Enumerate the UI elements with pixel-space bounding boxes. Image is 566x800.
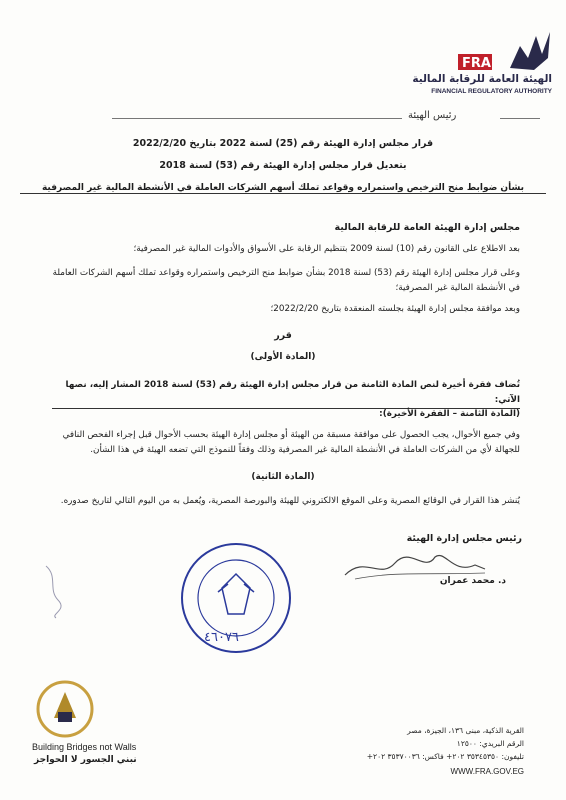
board-heading: مجلس إدارة الهيئة العامة للرقابة المالية	[334, 222, 520, 233]
footer-phone: تليفون: ٣٥٣٤٥٣٥٠ ٢٠٢+ فاكس: ٣٥٣٧٠٠٣٦ ٢٠٢+	[366, 752, 524, 761]
footer-postal: الرقم البريدي: ١٢٥٠٠	[456, 739, 524, 748]
stamp-number: ٤٦٠٧٦	[204, 630, 239, 645]
slogan-english: Building Bridges not Walls	[32, 742, 137, 752]
article-two-heading: (المادة الثانية)	[251, 472, 315, 482]
decided-heading: قرر	[274, 330, 292, 341]
footer-website[interactable]: WWW.FRA.GOV.EG	[450, 767, 524, 776]
paragraph-publication: يُنشر هذا القرار في الوقائع المصرية وعلى الموقع الالكتروني للهيئة والبورصة المصرية، ويُعمل به من اليوم التالي لتاريخ صدوره.	[60, 496, 520, 506]
article-one-heading: (المادة الأولى)	[250, 352, 316, 362]
signatory-title: رئيس مجلس إدارة الهيئة	[406, 533, 522, 544]
paragraph-approval: وبعد موافقة مجلس إدارة الهيئة بجلسته المنعقدة بتاريخ 2022/2/20؛	[270, 304, 520, 314]
header-rule	[500, 118, 540, 119]
signatory-name: د. محمد عمران	[439, 576, 506, 586]
fra-logo	[402, 28, 552, 98]
office-label: رئيس الهيئة	[408, 110, 457, 121]
paragraph-law: بعد الاطلاع على القانون رقم (10) لسنة 2009 بتنظيم الرقابة على الأسواق والأدوات المالية غير المصرفية؛	[133, 244, 520, 254]
handwritten-mark	[42, 560, 64, 620]
paragraph-prior-decision: وعلى قرار مجلس إدارة الهيئة رقم (53) لسنة 2018 بشأن ضوابط منح الترخيص واستمراره وقواعد تملك أسهم الشركات العاملة في الأنشطة المالية غير المصرفية؛	[52, 268, 520, 293]
subject-title: بشأن ضوابط منح الترخيص واستمراره وقواعد تملك أسهم الشركات العاملة في الأنشطة المالية غير المصرفية	[20, 183, 546, 194]
decision-title: قرار مجلس إدارة الهيئة رقم (25) لسنة 2022 بتاريخ 2022/2/20	[132, 138, 434, 149]
authority-name-en: FINANCIAL REGULATORY AUTHORITY	[431, 88, 552, 95]
header-rule	[112, 118, 402, 119]
footer-address: القرية الذكية، مبنى ١٣٦، الجيزة، مصر	[407, 726, 524, 735]
article-eight-heading: (المادة الثامنة – الفقرة الأخيرة):	[379, 409, 520, 419]
amendment-title: بتعديل قرار مجلس إدارة الهيئة رقم (53) لسنة 2018	[159, 160, 407, 171]
svg-text:FRA: FRA	[462, 56, 491, 71]
paragraph-addition: تُضاف فقرة أخيرة لنص المادة الثامنة من قرار مجلس إدارة الهيئة رقم (53) لسنة 2018 المشار إليه، نصها الآتي:	[52, 378, 520, 409]
authority-name-ar: الهيئة العامة للرقابة المالية	[412, 73, 552, 85]
paragraph-article-eight: وفي جميع الأحوال، يجب الحصول على موافقة مسبقة من الهيئة أو مجلس إدارة الهيئة بحسب الأحوال قبل إجراء الفحص النافي للجهالة لأي من الشركات العاملة في الأنشطة المالية غير المصرفية وذلك وفقاً للنموذج التي تضعه الهيئة في هذا الشأن.	[62, 430, 520, 455]
eagle-logo-icon	[402, 28, 552, 73]
slogan-arabic: نبني الجسور لا الحواجز	[34, 755, 137, 765]
egypt-emblem-icon	[36, 678, 94, 740]
